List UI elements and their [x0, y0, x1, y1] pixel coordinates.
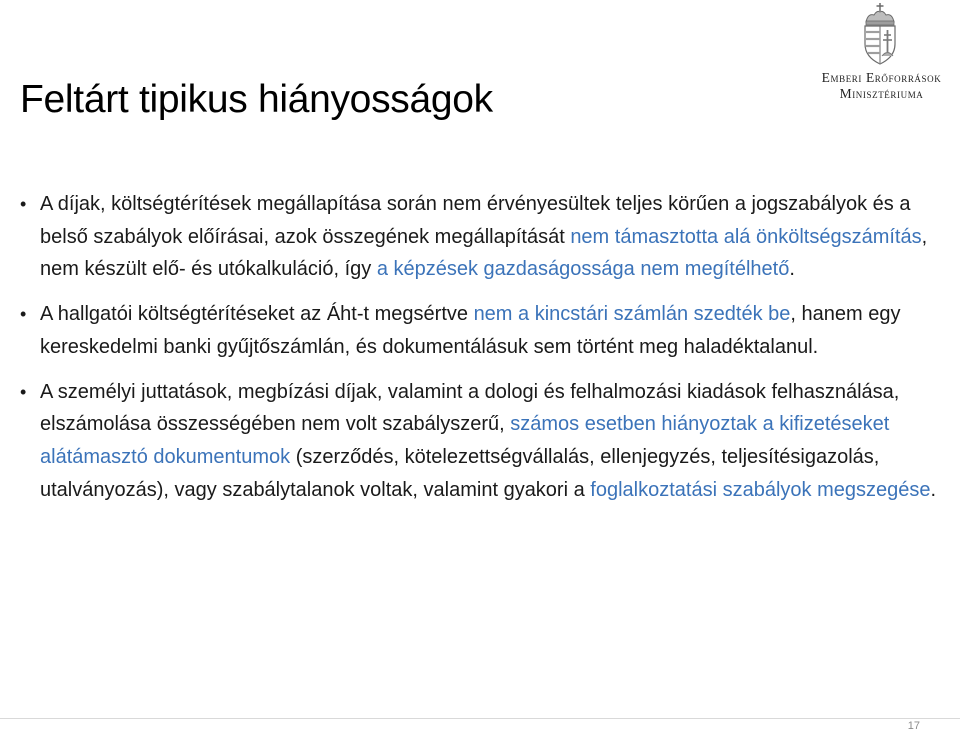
bullet-text: (szerződés, kötelezettségvállalás, ellenjegyzés, teljesítésigazolás, utalványozás), vagy szabálytalanok voltak, valamint gyakori a	[40, 445, 880, 501]
bullet-highlight: a képzések gazdaságossága nem megítélhető	[376, 258, 790, 281]
ministry-logo-line1: Emberi Erőforrások	[821, 70, 942, 85]
bullet-item-tuition	[20, 298, 940, 363]
bullet-icon: •	[20, 194, 27, 214]
page-number: 17	[907, 720, 920, 732]
bullet-text: A személyi juttatások, megbízási díjak, valamint a dologi és felhalmozási kiadások felhasználása, elszámolása összességében nem volt szabályszerű,	[40, 380, 900, 436]
slide-title: Feltárt tipikus hiányosságok	[20, 78, 493, 121]
bullet-item-expenses	[20, 376, 940, 507]
bullet-text: A díjak, költségtérítések megállapítása során nem érvényesültek teljes körűen a jogszabályok és a belső szabályok előírásai, azok összegének megállapítását	[40, 193, 911, 248]
coat-of-arms-icon	[858, 2, 902, 66]
bullet-highlight: számos esetben hiányoztak a kifizetéseket alátámasztó dokumentumok	[40, 413, 890, 468]
bullet-icon: •	[20, 304, 27, 325]
bullet-text: .	[930, 478, 937, 501]
footer-divider	[0, 718, 960, 719]
bullet-text: .	[789, 258, 795, 281]
bullet-text: , nem készült elő- és utókalkuláció, így	[40, 225, 928, 281]
bullet-list	[20, 188, 940, 518]
bullet-highlight: nem a kincstári számlán szedték be	[473, 303, 791, 326]
bullet-text: A hallgatói költségtérítéseket az Áht-t megsértve	[40, 303, 474, 326]
bullet-icon: •	[20, 381, 27, 402]
bullet-item-fees	[20, 188, 940, 286]
bullet-highlight: foglalkoztatási szabályok megszegése	[590, 478, 931, 501]
bullet-highlight: nem támasztotta alá önköltségszámítás	[570, 225, 922, 248]
ministry-logo-line2: Minisztériuma	[839, 86, 924, 101]
bullet-text: , hanem egy kereskedelmi banki gyűjtőszámlán, és dokumentálásuk sem történt meg haladéktalanul.	[40, 303, 901, 358]
